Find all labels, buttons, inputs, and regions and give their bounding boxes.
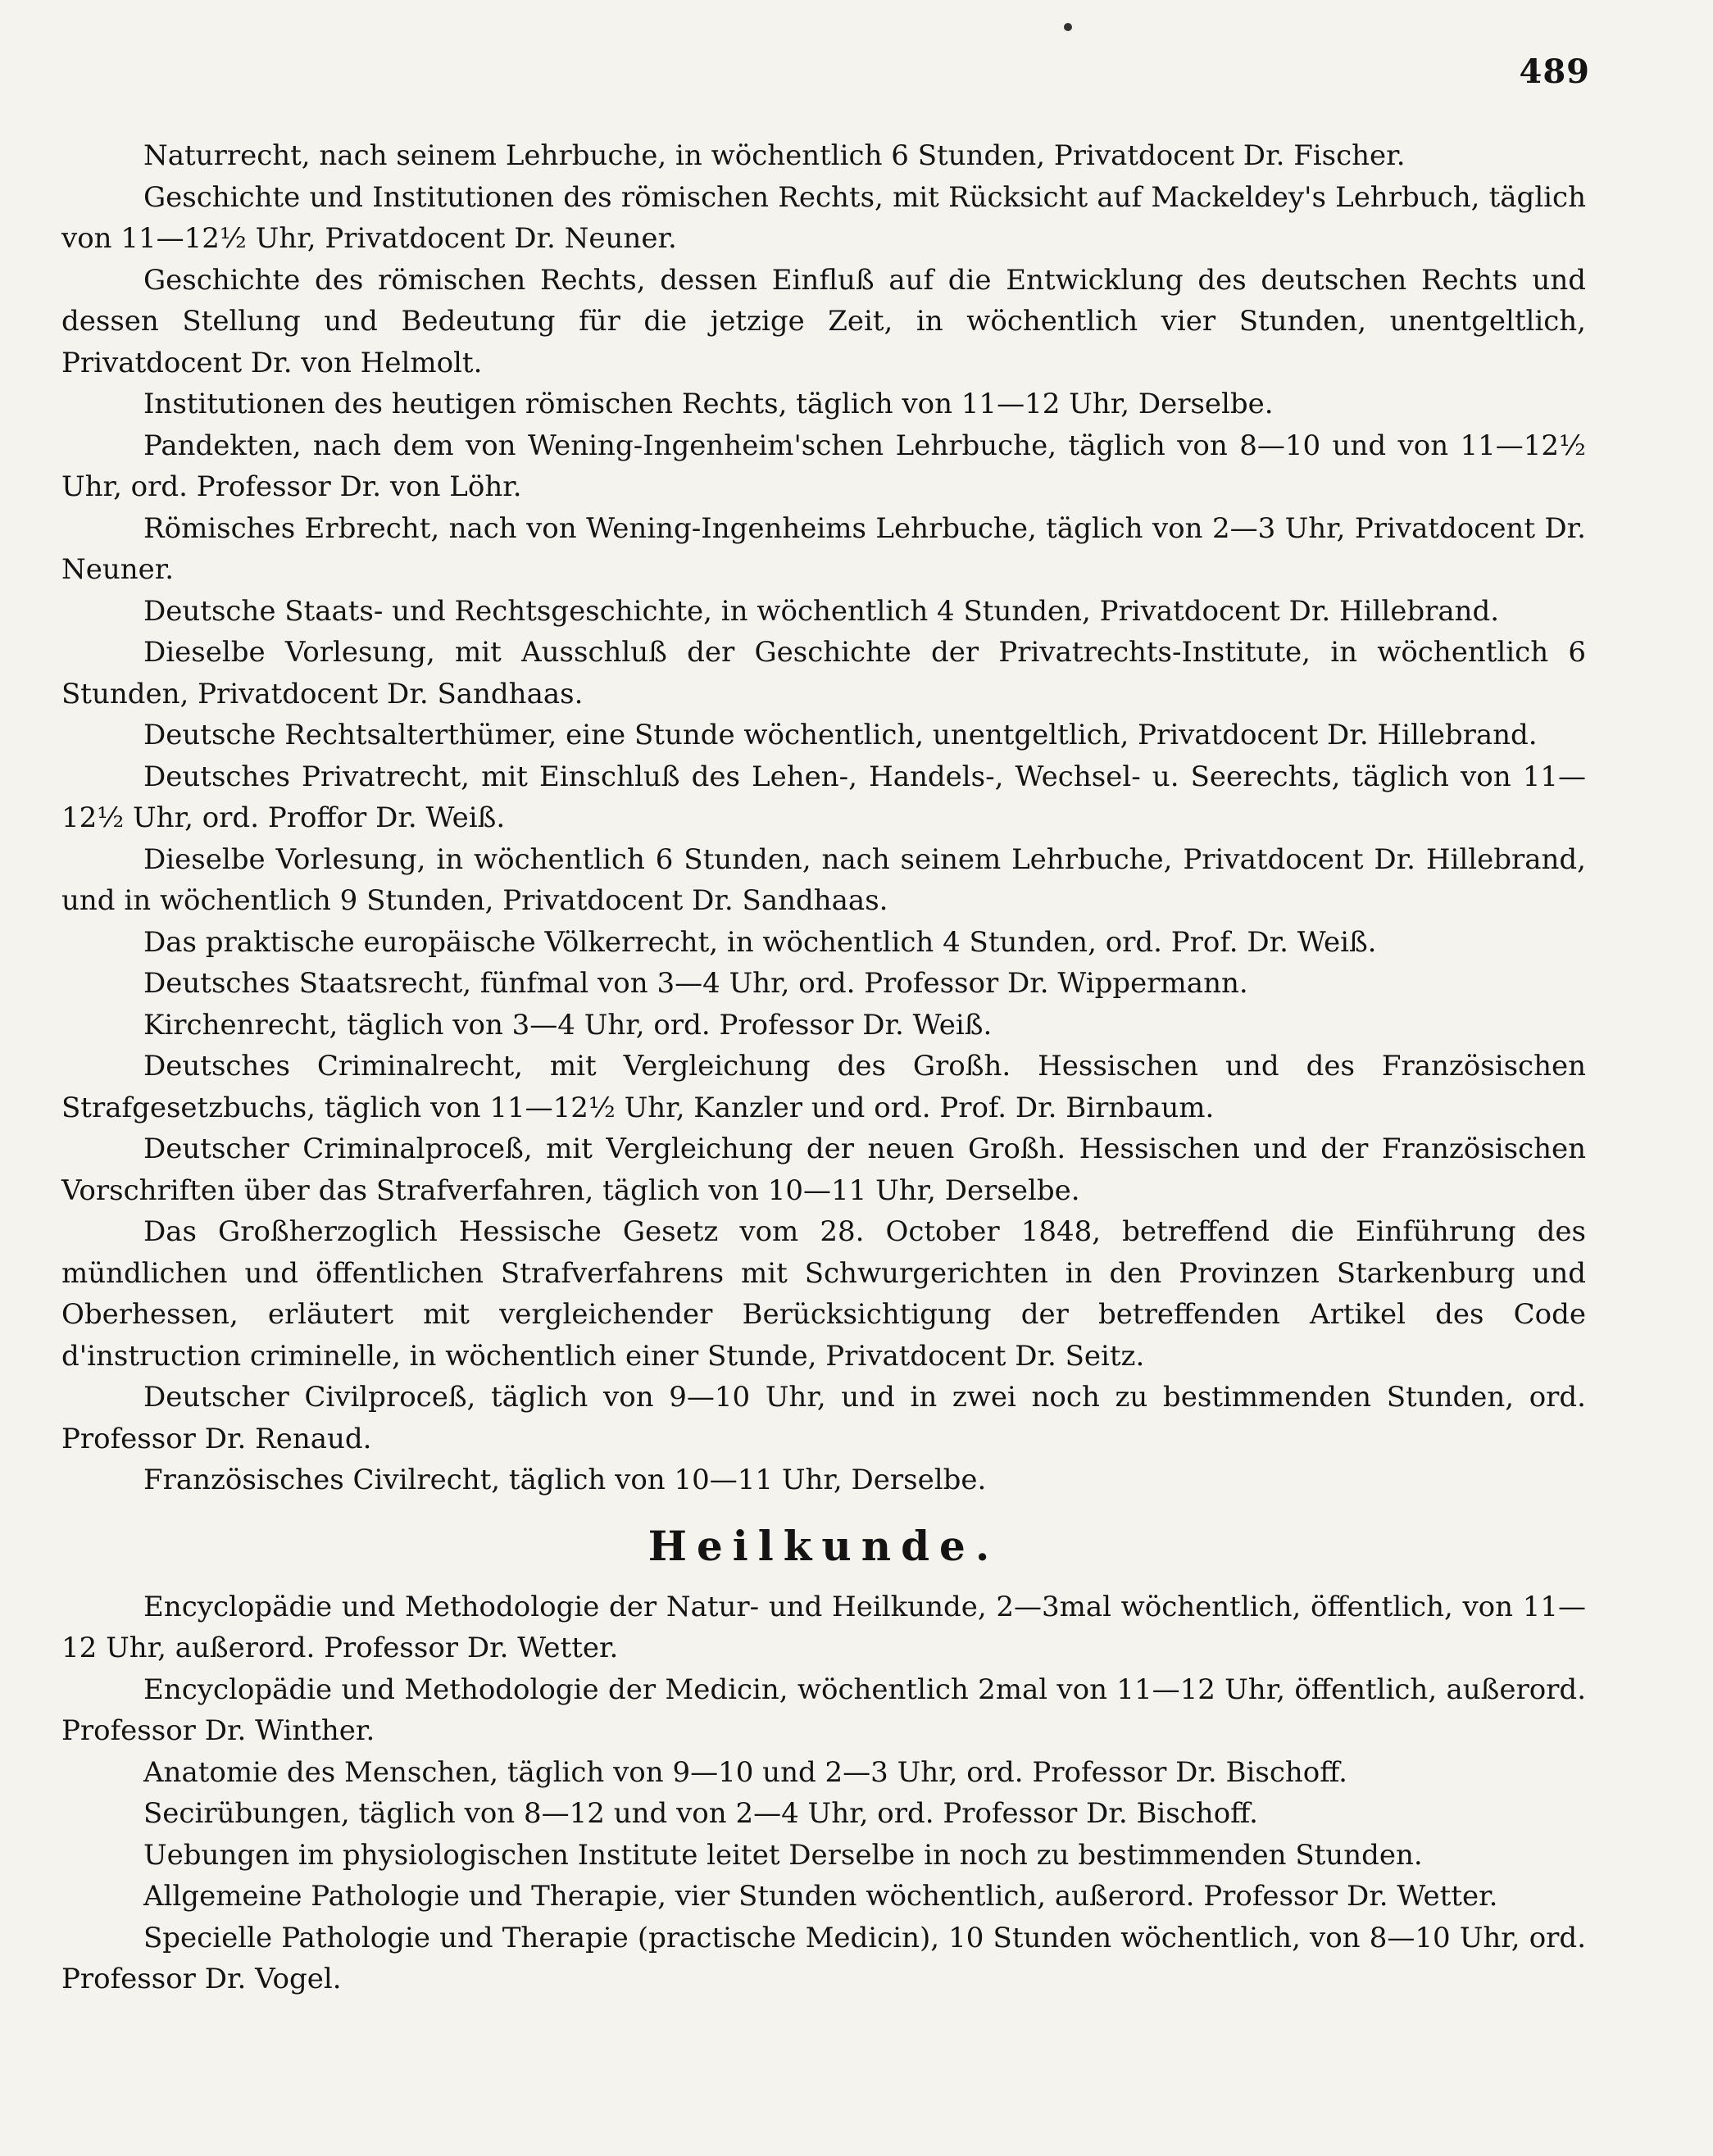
paragraph: Kirchenrecht, täglich von 3—4 Uhr, ord. Professor Dr. Weiß. (143, 1008, 993, 1042)
paragraph: Deutsches Criminalrecht, mit Vergleichung des Großh. Hessischen und des Französischen Strafgesetzbuchs, täglich von 11—12½ Uhr, Kanzler und ord. Prof. Dr. Birnbaum. (61, 1050, 1586, 1124)
paragraph: Institutionen des heutigen römischen Rechts, täglich von 11—12 Uhr, Derselbe. (143, 388, 1274, 420)
paragraph: Das praktische europäische Völkerrecht, in wöchentlich 4 Stunden, ord. Prof. Dr. Weiß. (143, 925, 1377, 959)
paragraph: Pandekten, nach dem von Wening-Ingenheim'schen Lehrbuche, täglich von 8—10 und von 11—12½ Uhr, ord. Professor Dr. von Löhr. (61, 429, 1586, 503)
paragraph: Deutsche Staats- und Rechtsgeschichte, in wöchentlich 4 Stunden, Privatdocent Dr. Hillebrand. (143, 594, 1500, 628)
paragraph: Deutscher Civilproceß, täglich von 9—10 Uhr, und in zwei noch zu bestimmenden Stunden, ord. Professor Dr. Renaud. (61, 1381, 1586, 1455)
paragraph: Deutsche Rechtsalterthümer, eine Stunde wöchentlich, unentgeltlich, Privatdocent Dr. Hillebrand. (143, 719, 1538, 751)
paragraph: Uebungen im physiologischen Institute leitet Derselbe in noch zu bestimmenden Stunden. (143, 1838, 1423, 1872)
paragraph: Encyclopädie und Methodologie der Natur- und Heilkunde, 2—3mal wöchentlich, öffentlich, von 11—12 Uhr, außerord. Professor Dr. Wetter. (61, 1590, 1586, 1664)
paragraph: Römisches Erbrecht, nach von Wening-Ingenheims Lehrbuche, täglich von 2—3 Uhr, Privatdocent Dr. Neuner. (61, 511, 1586, 586)
paragraph: Naturrecht, nach seinem Lehrbuche, in wöchentlich 6 Stunden, Privatdocent Dr. Fischer. (143, 139, 1406, 172)
page-number: 489 (1519, 52, 1590, 91)
paragraph: Encyclopädie und Methodologie der Medicin, wöchentlich 2mal von 11—12 Uhr, öffentlich, außerord. Professor Dr. Winther. (61, 1673, 1586, 1747)
ink-dot (1064, 23, 1072, 31)
paragraph: Deutscher Criminalproceß, mit Vergleichung der neuen Großh. Hessischen und der Französischen Vorschriften über das Strafverfahren, täglich von 10—11 Uhr, Derselbe. (61, 1132, 1586, 1207)
paragraph: Allgemeine Pathologie und Therapie, vier Stunden wöchentlich, außerord. Professor Dr. Wetter. (143, 1880, 1498, 1913)
paragraph: Dieselbe Vorlesung, in wöchentlich 6 Stunden, nach seinem Lehrbuche, Privatdocent Dr. Hillebrand, und in wöchentlich 9 Stunden, Privatdocent Dr. Sandhaas. (61, 842, 1586, 917)
paragraph: Französisches Civilrecht, täglich von 10—11 Uhr, Derselbe. (143, 1464, 987, 1496)
paragraph: Specielle Pathologie und Therapie (practische Medicin), 10 Stunden wöchentlich, von 8—10 Uhr, ord. Professor Dr. Vogel. (61, 1921, 1586, 1995)
paragraph: Geschichte des römischen Rechts, dessen Einfluß auf die Entwicklung des deutschen Rechts und dessen Stellung und Bedeutung für die jetzige Zeit, in wöchentlich vier Stunden, unentgeltlich, Privatdocent Dr. von Helmolt. (61, 263, 1586, 379)
paragraph: Anatomie des Menschen, täglich von 9—10 und 2—3 Uhr, ord. Professor Dr. Bischoff. (143, 1755, 1347, 1789)
section-heading: Heilkunde. (647, 1521, 1000, 1570)
paragraph: Deutsches Privatrecht, mit Einschluß des Lehen-, Handels-, Wechsel- u. Seerechts, täglich von 11—12½ Uhr, ord. Proffor Dr. Weiß. (61, 760, 1586, 834)
paragraph: Deutsches Staatsrecht, fünfmal von 3—4 Uhr, ord. Professor Dr. Wippermann. (143, 967, 1248, 1000)
paragraph: Dieselbe Vorlesung, mit Ausschluß der Geschichte der Privatrechts-Institute, in wöchentlich 6 Stunden, Privatdocent Dr. Sandhaas. (61, 636, 1586, 710)
paragraph: Das Großherzoglich Hessische Gesetz vom 28. October 1848, betreffend die Einführung des mündlichen und öffentlichen Strafverfahrens mit Schwurgerichten in den Provinzen Starkenburg und Oberhessen, erläutert mit vergleichender Berücksichtigung der betreffenden Artikel des Code d'instruction criminelle, in wöchentlich einer Stunde, Privatdocent Dr. Seitz. (61, 1215, 1586, 1373)
paragraph: Geschichte und Institutionen des römischen Rechts, mit Rücksicht auf Mackeldey's Lehrbuch, täglich von 11—12½ Uhr, Privatdocent Dr. Neuner. (61, 180, 1586, 255)
paragraph: Secirübungen, täglich von 8—12 und von 2—4 Uhr, ord. Professor Dr. Bischoff. (143, 1797, 1258, 1830)
lecture-list (61, 135, 1586, 2000)
